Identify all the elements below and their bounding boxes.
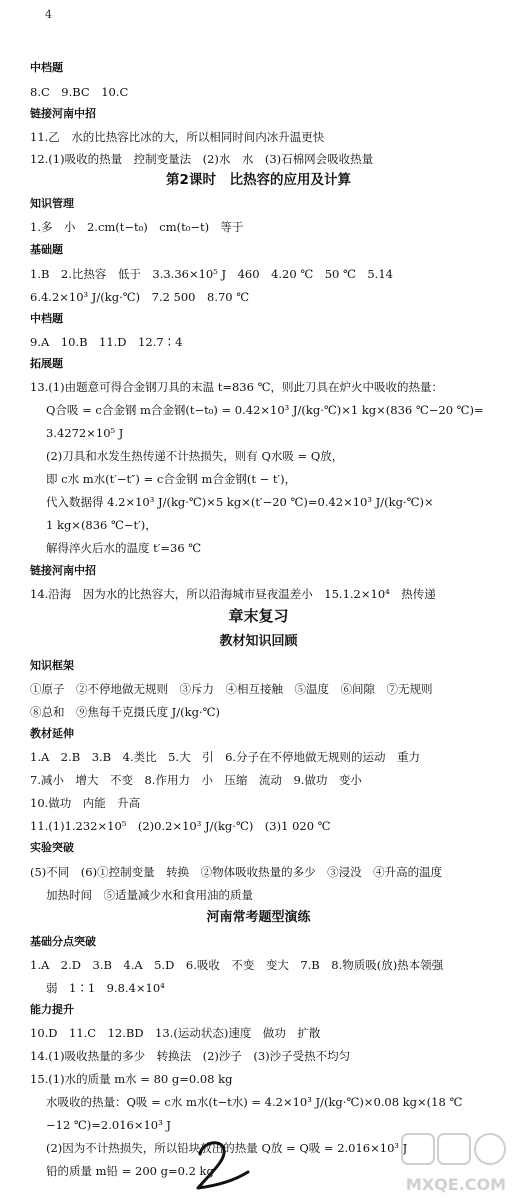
heading-zhongdang: 中档题 <box>30 61 63 74</box>
answer-line: 即 c水 m水(t′−t″) = c合金钢 m合金钢(t − t′)， <box>46 472 297 486</box>
answer-line: 11.(1)1.232×10⁵ (2)0.2×10³ J/(kg·℃) (3)1 020 ℃ <box>30 819 331 833</box>
answer-line: 1.多 小 2.cm(t−t₀) cm(t₀−t) 等于 <box>30 220 244 234</box>
page-number <box>188 1136 258 1196</box>
henan-practice-title: 河南常考题型演练 <box>206 910 311 925</box>
corner-mark: 4 <box>45 8 52 21</box>
answer-line: −12 ℃)=2.016×10³ J <box>46 1118 171 1132</box>
heading-jichuti: 基础题 <box>30 243 63 256</box>
answer-line: 1.B 2.比热容 低于 3.3.36×10⁵ J 460 4.20 ℃ 50 ℃ 5.14 <box>30 267 393 281</box>
answer-line: (2)因为不计热损失，所以铅块放出的热量 Q放 = Q吸 = 2.016×10³ J <box>46 1141 408 1155</box>
answer-line: (5)不同 (6)①控制变量 转换 ②物体吸收热量的多少 ③浸没 ④升高的温度 <box>30 865 443 879</box>
answer-line: 6.4.2×10³ J/(kg·℃) 7.2 500 8.70 ℃ <box>30 290 250 304</box>
answer-line: 14.沿海 因为水的比热容大，所以沿海城市昼夜温差小 15.1.2×10⁴ 热传递 <box>30 587 436 601</box>
answer-line: 3.4272×10⁵ J <box>46 426 124 440</box>
heading-jiaocaiyanshen: 教材延伸 <box>30 727 74 740</box>
heading-lianjie: 链接河南中招 <box>30 564 96 577</box>
answer-line: 15.(1)水的质量 m水 = 80 g=0.08 kg <box>30 1072 233 1086</box>
answer-line: 1.A 2.D 3.B 4.A 5.D 6.吸收 不变 变大 7.B 8.物质吸(放)热本领强 <box>30 958 444 972</box>
answer-line: 10.D 11.C 12.BD 13.(运动状态)速度 做功 扩散 <box>30 1026 321 1040</box>
answer-line: 11.乙 水的比热容比冰的大，所以相同时间内冰升温更快 <box>30 130 325 144</box>
heading-zhishiguanli: 知识管理 <box>30 197 74 210</box>
answer-line: 铅的质量 m铅 = 200 g=0.2 kg <box>46 1164 214 1178</box>
svg-text:MXQE.COM: MXQE.COM <box>405 1175 507 1194</box>
heading-zhongdangti: 中档题 <box>30 312 63 325</box>
answer-line: 7.减小 增大 不变 8.作用力 小 压缩 流动 9.做功 变小 <box>30 773 362 787</box>
watermark-logo <box>400 1130 512 1198</box>
answer-line: 1 kg×(836 ℃−t′)， <box>46 518 157 532</box>
heading-tuozhanti: 拓展题 <box>30 357 63 370</box>
heading-nengli: 能力提升 <box>30 1003 74 1016</box>
answer-line: 8.C 9.BC 10.C <box>30 85 129 99</box>
heading-zhishikuangjia: 知识框架 <box>30 659 74 672</box>
answer-line: 解得淬火后水的温度 t′=36 ℃ <box>46 541 202 555</box>
answer-line: 弱 1∶1 9.8.4×10⁴ <box>46 981 165 995</box>
chapter-review-title: 章末复习 <box>228 607 289 625</box>
lesson-title: 第2课时 比热容的应用及计算 <box>166 172 351 188</box>
heading-jichufendian: 基础分点突破 <box>30 935 96 948</box>
answer-line: 水吸收的热量：Q吸 = c水 m水(t−t水) = 4.2×10³ J/(kg·℃)×0.08 kg×(18 ℃ <box>46 1095 463 1109</box>
answer-line: 10.做功 内能 升高 <box>30 796 141 810</box>
answer-line: Q合吸 = c合金钢 m合金钢(t−t₀) = 0.42×10³ J/(kg·℃)×1 kg×(836 ℃−20 ℃)= <box>46 403 484 417</box>
heading-lianjie: 链接河南中招 <box>30 107 96 120</box>
answer-line: 12.(1)吸收的热量 控制变量法 (2)水 水 (3)石棉网会吸收热量 <box>30 152 374 166</box>
heading-shiyantupo: 实验突破 <box>30 841 74 854</box>
answer-line: ①原子 ②不停地做无规则 ③斥力 ④相互接触 ⑤温度 ⑥间隙 ⑦无规则 <box>30 682 433 696</box>
answer-line: 1.A 2.B 3.B 4.类比 5.大 引 6.分子在不停地做无规则的运动 重力 <box>30 750 421 764</box>
textbook-review-subtitle: 教材知识回顾 <box>219 634 298 649</box>
answer-line: ⑧总和 ⑨焦每千克摄氏度 J/(kg·℃) <box>30 705 220 719</box>
answer-line: 13.(1)由题意可得合金钢刀具的末温 t=836 ℃，则此刀具在炉火中吸收的热量： <box>30 380 443 394</box>
answer-line: 加热时间 ⑤适量减少水和食用油的质量 <box>46 888 253 902</box>
answer-line: 14.(1)吸收热量的多少 转换法 (2)沙子 (3)沙子受热不均匀 <box>30 1049 351 1063</box>
answer-line: 代入数据得 4.2×10³ J/(kg·℃)×5 kg×(t′−20 ℃)=0.42×10³ J/(kg·℃)× <box>46 495 434 509</box>
answer-line: 9.A 10.B 11.D 12.7∶4 <box>30 335 183 349</box>
answer-line: (2)刀具和水发生热传递不计热损失，则有 Q水吸 = Q放， <box>46 449 344 463</box>
